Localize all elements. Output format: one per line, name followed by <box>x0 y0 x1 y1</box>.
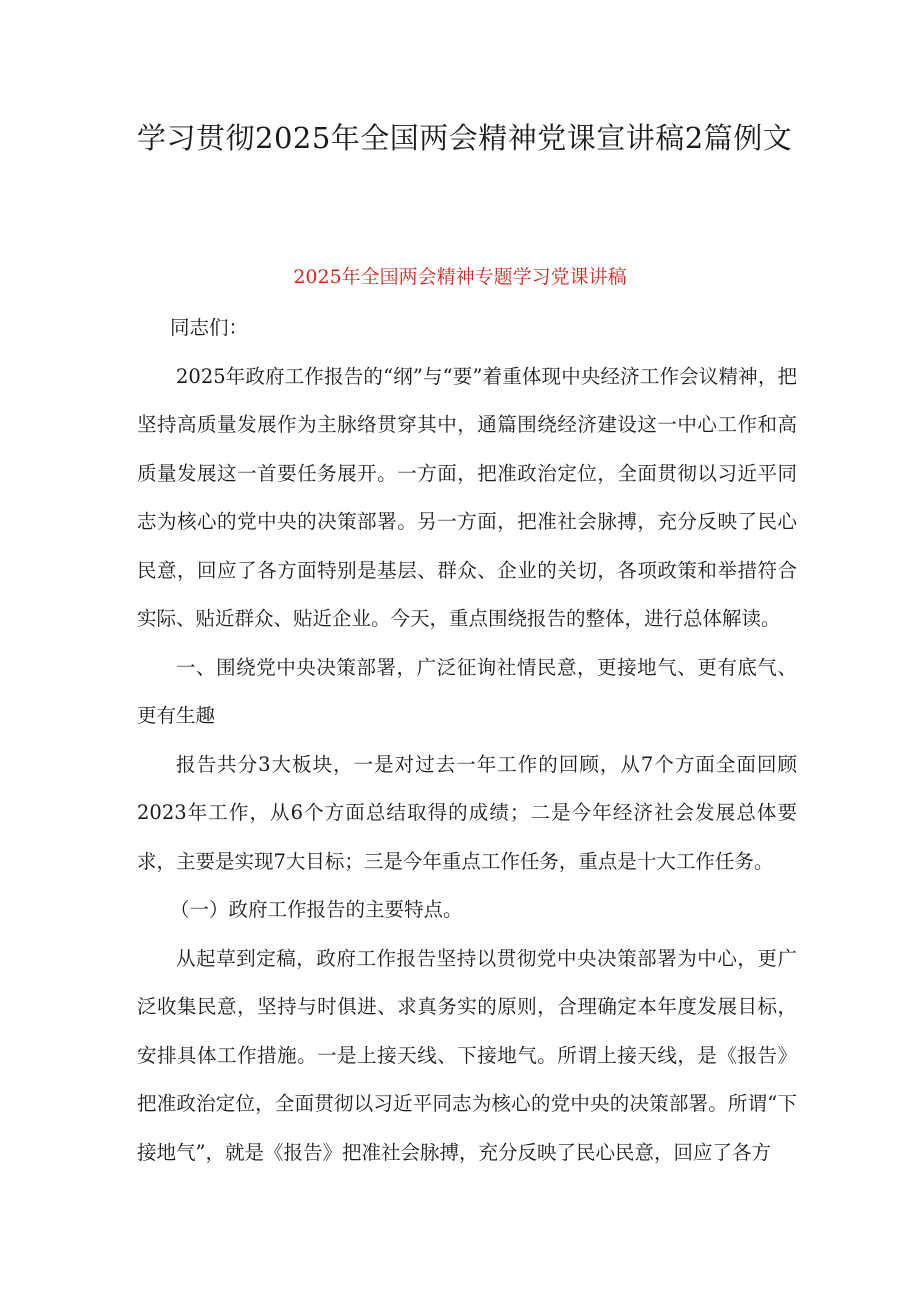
document-body <box>137 304 797 1177</box>
document-title: 学习贯彻2025年全国两会精神党课宣讲稿2篇例文 <box>137 121 793 155</box>
heading-part-one: 一、围绕党中央决策部署，广泛征询社情民意，更接地气、更有底气、更有生趣 <box>137 655 797 727</box>
paragraph-intro: 2025年政府工作报告的“纲”与“要”着重体现中央经济工作会议精神，把坚持高质量发展作为主脉络贯穿其中，通篇围绕经济建设这一中心工作和高质量发展这一首要任务展开。一方面，把准政治定位，全面贯彻以习近平同志为核心的党中央的决策部署。另一方面，把准社会脉搏，充分反映了民心民意，回应了各方面特别是基层、群众、企业的关切，各项政策和举措符合实际、贴近群众、贴近企业。今天，重点围绕报告的整体，进行总体解读。 <box>137 364 797 630</box>
paragraph-drafting: 从起草到定稿，政府工作报告坚持以贯彻党中央决策部署为中心，更广泛收集民意，坚持与时俱进、求真务实的原则，合理确定本年度发展目标，安排具体工作措施。一是上接天线、下接地气。所谓上接天线，是《报告》把准政治定位，全面贯彻以习近平同志为核心的党中央的决策部署。所谓“下接地气”，就是《报告》把准社会脉搏，充分反映了民心民意，回应了各方 <box>137 946 797 1164</box>
paragraph-report-structure: 报告共分3大板块，一是对过去一年工作的回顾，从7个方面全面回顾2023年工作，从6个方面总结取得的成绩；二是今年经济社会发展总体要求，主要是实现7大目标；三是今年重点工作任务，重点是十大工作任务。 <box>137 752 797 873</box>
greeting: 同志们： <box>170 316 249 339</box>
subheading-main-features: （一）政府工作报告的主要特点。 <box>170 898 463 921</box>
section-title: 2025年全国两会精神专题学习党课讲稿 <box>293 266 627 288</box>
